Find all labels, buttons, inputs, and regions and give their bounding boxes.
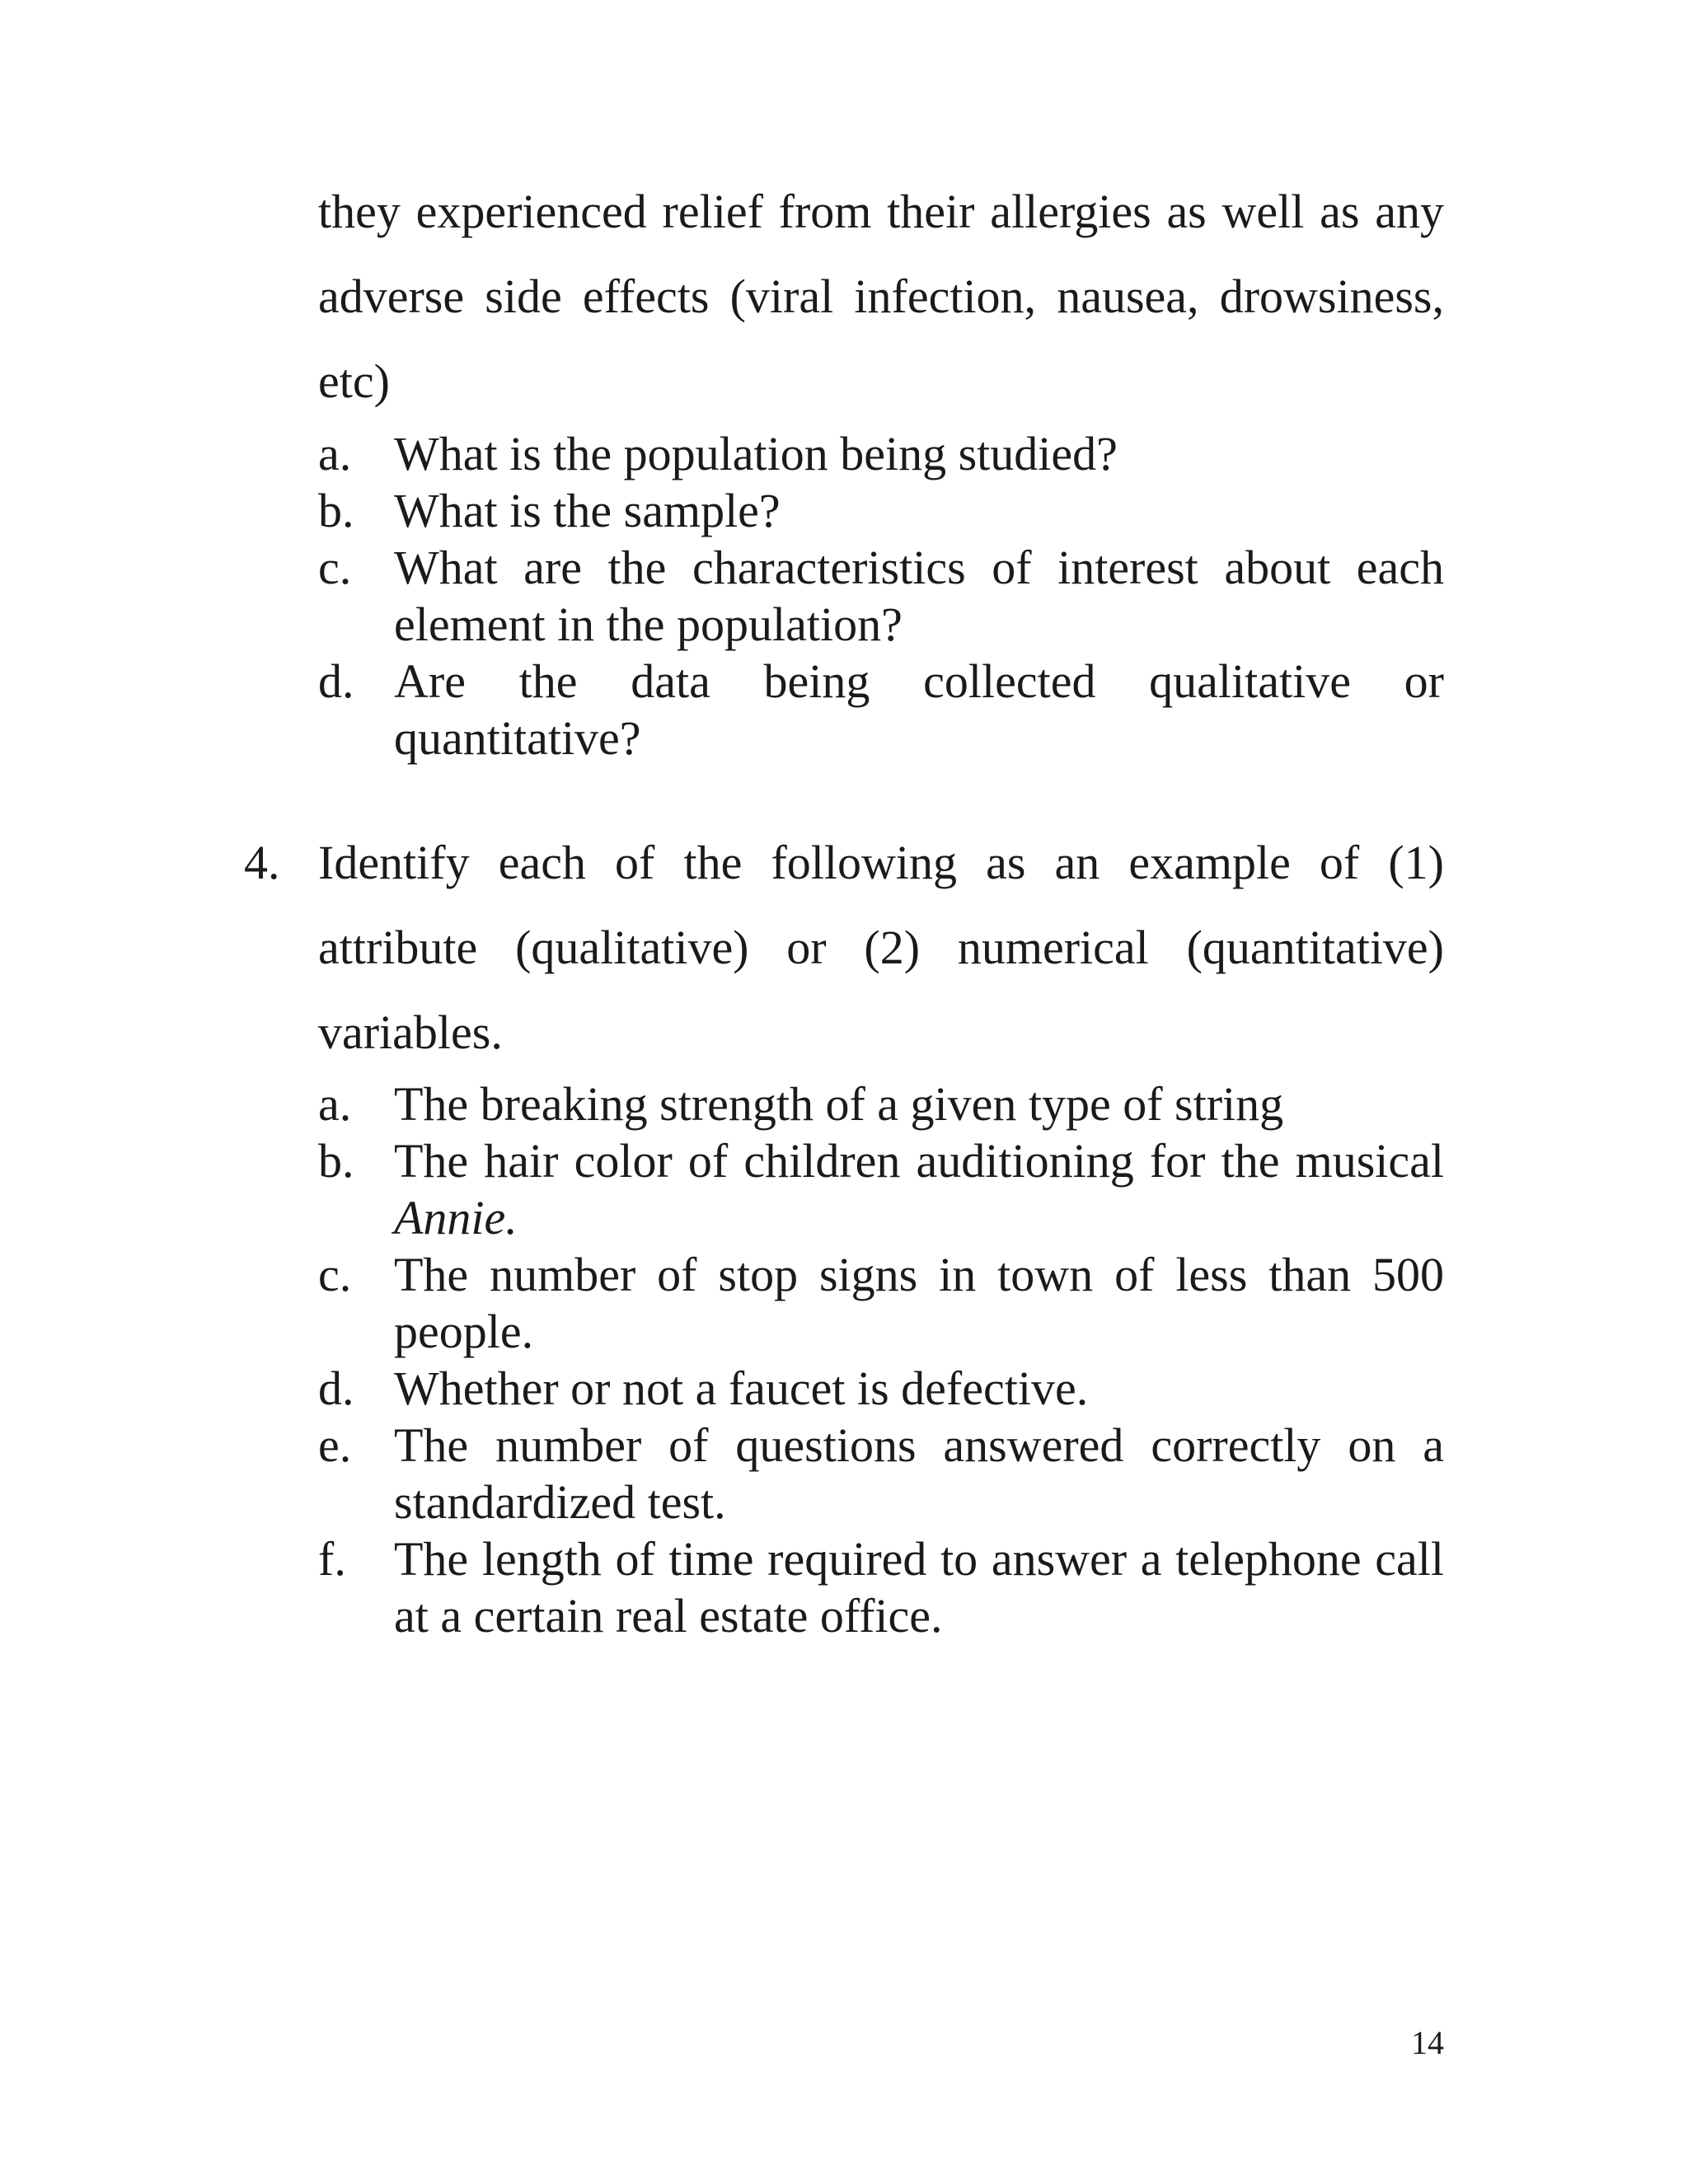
list-marker: c.	[318, 541, 352, 594]
list-item-text: The number of stop signs in town of less than 500 people.	[394, 1248, 1444, 1358]
list-item	[318, 653, 1444, 766]
list-item	[318, 1132, 1444, 1246]
list-item-text-main: The hair color of children auditioning for the musical	[394, 1134, 1444, 1188]
list-item-text: Are the data being collected qualitative or quantitative?	[394, 654, 1444, 765]
list-item	[318, 1417, 1444, 1530]
list-item-text	[394, 1132, 1444, 1246]
list-marker: a.	[318, 1077, 352, 1131]
list-marker: a.	[318, 427, 352, 480]
list-marker: d.	[318, 654, 354, 708]
list-item-text: The breaking strength of a given type of string	[394, 1077, 1284, 1131]
question-4	[244, 820, 1444, 1075]
list-item-text: The length of time required to answer a telephone call at a certain real estate office.	[394, 1532, 1444, 1643]
list-item	[318, 482, 1444, 539]
continuation-paragraph: they experienced relief from their allergies as well as any adverse side effects (viral infection, nausea, drowsiness, etc)	[318, 185, 1444, 408]
list-marker: b.	[318, 484, 354, 537]
list-marker: c.	[318, 1248, 352, 1301]
list-item	[318, 1246, 1444, 1360]
musical-title: Annie.	[394, 1191, 518, 1244]
list-item-text: What are the characteristics of interest about each element in the population?	[394, 541, 1444, 651]
question-3-subquestions	[318, 425, 1444, 766]
question-text: Identify each of the following as an example of (1) attribute (qualitative) or (2) numerical (quantitative) variables.	[318, 836, 1444, 1059]
list-marker: f.	[318, 1532, 346, 1586]
list-item	[318, 1076, 1444, 1132]
list-item	[318, 1360, 1444, 1417]
question-number: 4.	[244, 836, 280, 889]
list-item-text: The number of questions answered correctly on a standardized test.	[394, 1418, 1444, 1529]
list-marker: e.	[318, 1418, 352, 1472]
list-item-text: What is the sample?	[394, 484, 781, 537]
list-item-text: Whether or not a faucet is defective.	[394, 1361, 1089, 1415]
list-item	[318, 425, 1444, 482]
list-item	[318, 1530, 1444, 1644]
list-item-text: What is the population being studied?	[394, 427, 1118, 480]
list-marker: d.	[318, 1361, 354, 1415]
list-item	[318, 539, 1444, 653]
question-4-subquestions	[318, 1076, 1444, 1644]
page-number: 14	[1411, 2024, 1444, 2061]
list-marker: b.	[318, 1134, 354, 1188]
